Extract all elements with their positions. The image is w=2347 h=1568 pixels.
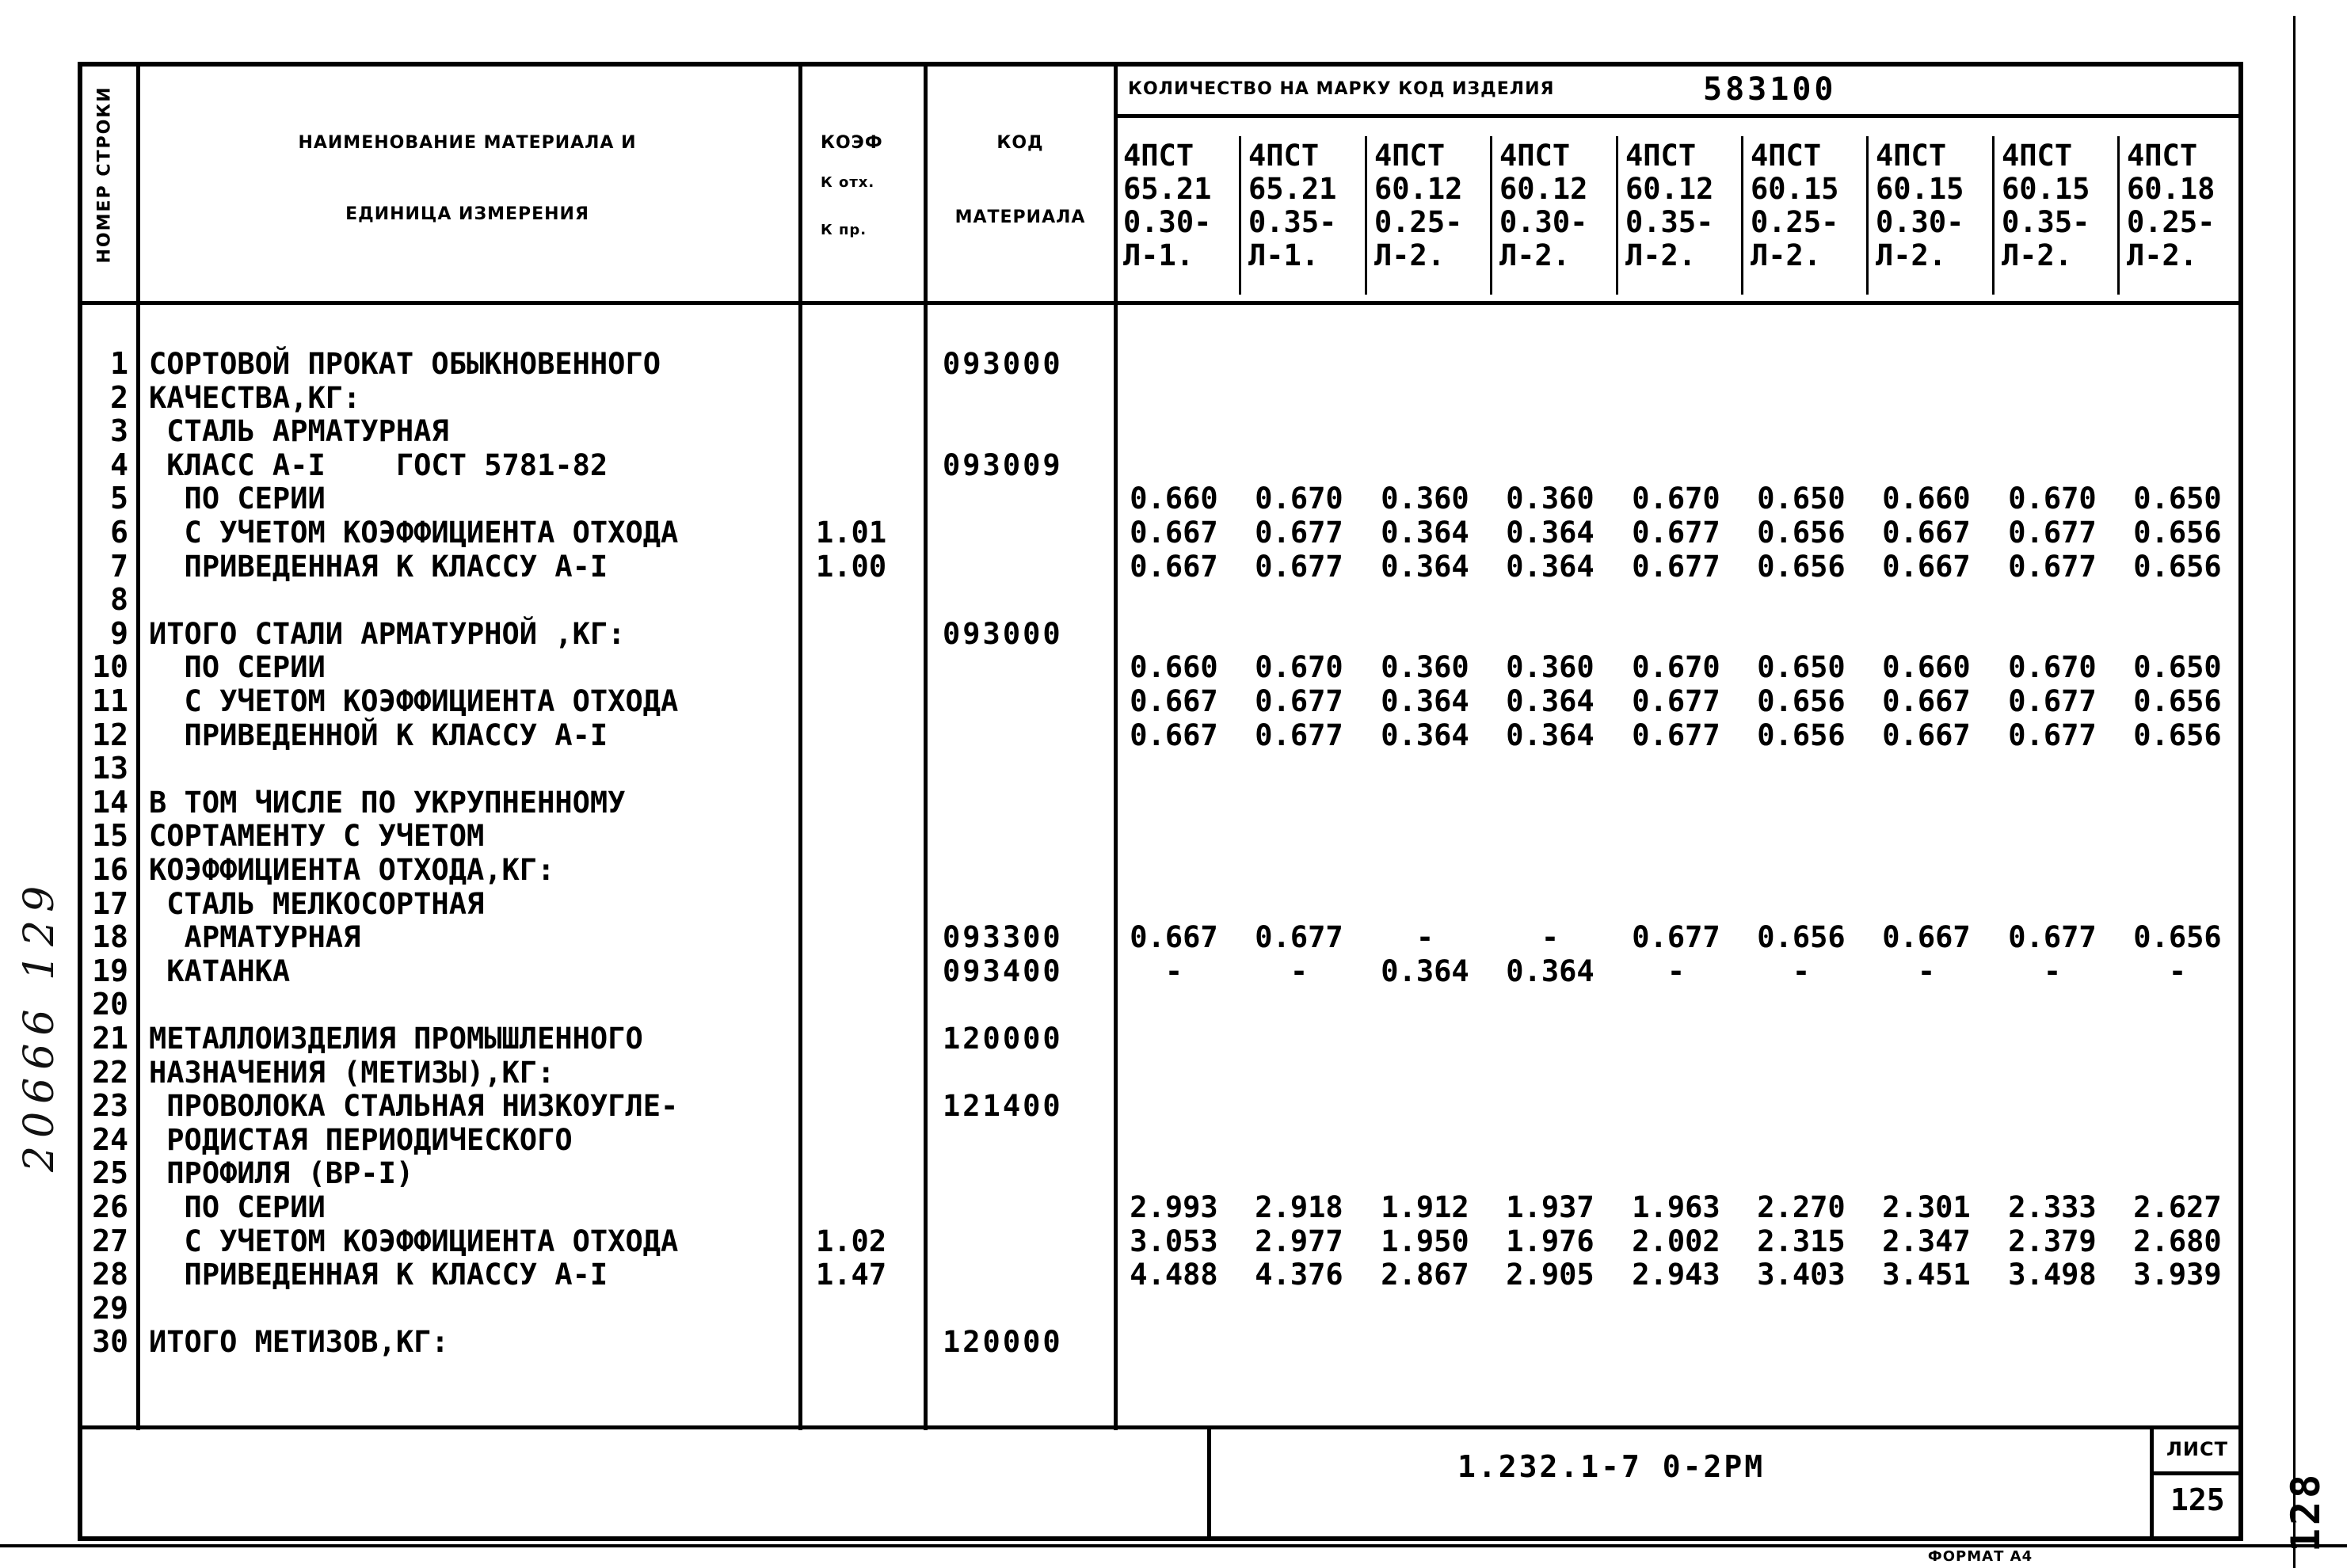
row-number: 22	[92, 1055, 128, 1090]
row-value: 0.677	[1255, 550, 1343, 584]
row-value: 2.993	[1130, 1190, 1218, 1224]
row-value: 0.677	[1632, 516, 1720, 550]
row-number: 18	[92, 919, 128, 954]
row-value: 2.270	[1757, 1190, 1846, 1224]
row-value: 0.677	[1632, 718, 1720, 752]
row-value: 0.670	[1632, 650, 1720, 684]
coef-header-3: К пр.	[821, 222, 867, 238]
row-text: В ТОМ ЧИСЛЕ ПО УКРУПНЕННОМУ	[149, 786, 626, 820]
row-text: ПРИВЕДЕННАЯ К КЛАССУ А-I	[149, 550, 608, 584]
code-header-1: КОД	[996, 133, 1044, 153]
row-value: 0.677	[2008, 684, 2097, 718]
row-value: 0.364	[1381, 718, 1469, 752]
row-value: 0.677	[1632, 550, 1720, 584]
row-number: 9	[110, 616, 128, 651]
row-value: 0.667	[1882, 550, 1971, 584]
row-number: 16	[92, 852, 128, 887]
row-code: 093000	[943, 347, 1063, 381]
row-text: С УЧЕТОМ КОЭФФИЦИЕНТА ОТХОДА	[149, 516, 679, 550]
row-number: 14	[92, 785, 128, 820]
mark-header: 4ПСТ 60.15 0.25- Л-2.	[1751, 139, 1839, 272]
row-number: 28	[92, 1257, 128, 1292]
row-text: С УЧЕТОМ КОЭФФИЦИЕНТА ОТХОДА	[149, 684, 679, 718]
col-sep-1	[136, 62, 140, 1430]
row-value: 0.667	[1130, 550, 1218, 584]
row-value: 0.364	[1506, 954, 1595, 988]
bottom-margin-line	[0, 1544, 2347, 1547]
row-number: 21	[92, 1021, 128, 1056]
row-number: 29	[92, 1291, 128, 1326]
row-coef: 1.01	[816, 516, 887, 550]
row-value: 0.677	[2008, 550, 2097, 584]
mark-header: 4ПСТ 60.12 0.35- Л-2.	[1625, 139, 1714, 272]
row-value: -	[1415, 920, 1434, 954]
mark-header: 4ПСТ 65.21 0.30- Л-1.	[1123, 139, 1212, 272]
row-value: 2.002	[1632, 1224, 1720, 1258]
document-code: 1.232.1-7 0-2РМ	[1457, 1449, 1766, 1484]
row-value: 2.333	[2008, 1190, 2097, 1224]
code-header-2: МАТЕРИАЛА	[954, 207, 1086, 227]
row-code: 121400	[943, 1089, 1063, 1123]
row-number: 2	[110, 380, 128, 415]
row-value: 0.656	[1757, 920, 1846, 954]
sheet-label-line	[2150, 1471, 2243, 1475]
row-coef: 1.02	[816, 1224, 887, 1258]
handwritten-note: 20666 129	[16, 877, 63, 1172]
row-value: 0.656	[1757, 718, 1846, 752]
row-number: 1	[110, 346, 128, 381]
row-value: 0.677	[1255, 516, 1343, 550]
row-code: 093300	[943, 920, 1063, 954]
format-label: ФОРМАТ А4	[1927, 1548, 2033, 1565]
row-value: 0.660	[1882, 650, 1971, 684]
row-value: 0.364	[1381, 954, 1469, 988]
row-text: КЛАСС А-I ГОСТ 5781-82	[149, 448, 608, 482]
row-number: 10	[92, 649, 128, 684]
row-number: 12	[92, 717, 128, 752]
row-value: 3.939	[2133, 1258, 2222, 1292]
footer-sep	[1207, 1425, 1211, 1541]
row-value: 0.656	[2133, 718, 2222, 752]
row-value: 2.379	[2008, 1224, 2097, 1258]
row-value: 0.667	[1130, 684, 1218, 718]
mark-header: 4ПСТ 60.12 0.25- Л-2.	[1374, 139, 1463, 272]
row-value: 2.301	[1882, 1190, 1971, 1224]
row-value: 0.670	[1632, 481, 1720, 516]
row-value: 0.677	[1632, 920, 1720, 954]
row-value: -	[1541, 920, 1560, 954]
row-value: 4.488	[1130, 1258, 1218, 1292]
row-number-header: НОМЕР СТРОКИ	[94, 86, 115, 264]
row-value: 3.403	[1757, 1258, 1846, 1292]
row-value: 0.364	[1381, 516, 1469, 550]
row-value: 0.656	[1757, 684, 1846, 718]
row-value: -	[2168, 954, 2187, 988]
row-value: 2.347	[1882, 1224, 1971, 1258]
row-value: -	[1792, 954, 1811, 988]
mark-header: 4ПСТ 65.21 0.35- Л-1.	[1248, 139, 1337, 272]
row-value: 0.360	[1381, 650, 1469, 684]
page-stamp: 128	[2283, 1471, 2329, 1553]
product-code: 583100	[1703, 71, 1837, 108]
row-text: ИТОГО СТАЛИ АРМАТУРНОЙ ,КГ:	[149, 617, 626, 651]
row-number: 8	[110, 582, 128, 617]
material-header-2: ЕДИНИЦА ИЗМЕРЕНИЯ	[345, 204, 589, 224]
col-sep-3	[924, 62, 928, 1430]
row-value: 0.667	[1882, 684, 1971, 718]
row-value: -	[1164, 954, 1183, 988]
row-value: 2.315	[1757, 1224, 1846, 1258]
row-value: 0.650	[1757, 481, 1846, 516]
row-text: ПРОФИЛЯ (ВР-I)	[149, 1156, 414, 1190]
mark-header: 4ПСТ 60.12 0.30- Л-2.	[1499, 139, 1588, 272]
row-value: 0.364	[1506, 550, 1595, 584]
row-value: 0.670	[2008, 650, 2097, 684]
row-code: 093009	[943, 448, 1063, 482]
qty-header: КОЛИЧЕСТВО НА МАРКУ КОД ИЗДЕЛИЯ	[1128, 79, 1555, 99]
mark-header: 4ПСТ 60.15 0.30- Л-2.	[1876, 139, 1964, 272]
col-sep-2	[798, 62, 802, 1430]
row-code: 093000	[943, 617, 1063, 651]
row-value: 0.667	[1130, 920, 1218, 954]
row-value: 0.670	[1255, 650, 1343, 684]
row-value: 0.360	[1381, 481, 1469, 516]
row-code: 093400	[943, 954, 1063, 988]
row-number: 24	[92, 1122, 128, 1157]
row-number: 7	[110, 549, 128, 584]
row-value: 0.677	[2008, 718, 2097, 752]
row-number: 11	[92, 683, 128, 718]
row-text: ИТОГО МЕТИЗОВ,КГ:	[149, 1325, 449, 1359]
row-number: 20	[92, 987, 128, 1022]
row-number: 19	[92, 953, 128, 988]
row-value: 2.867	[1381, 1258, 1469, 1292]
row-value: 2.627	[2133, 1190, 2222, 1224]
coef-header-1: КОЭФ	[821, 133, 883, 153]
row-value: -	[1917, 954, 1936, 988]
row-value: 2.918	[1255, 1190, 1343, 1224]
row-text: ПО СЕРИИ	[149, 1190, 326, 1224]
row-value: 0.677	[1632, 684, 1720, 718]
row-coef: 1.47	[816, 1258, 887, 1292]
row-number: 6	[110, 515, 128, 550]
row-number: 4	[110, 447, 128, 482]
row-value: 1.976	[1506, 1224, 1595, 1258]
row-text: ПРИВЕДЕННАЯ К КЛАССУ А-I	[149, 1258, 608, 1292]
row-value: 0.667	[1882, 718, 1971, 752]
row-number: 23	[92, 1088, 128, 1123]
row-number: 15	[92, 818, 128, 853]
row-value: 0.667	[1130, 516, 1218, 550]
row-value: 0.364	[1506, 718, 1595, 752]
row-value: 0.650	[2133, 650, 2222, 684]
row-number: 17	[92, 886, 128, 921]
row-value: 0.364	[1381, 684, 1469, 718]
qty-label-line	[1114, 114, 2243, 118]
row-value: 0.677	[1255, 718, 1343, 752]
row-value: 0.667	[1882, 516, 1971, 550]
row-value: 0.650	[2133, 481, 2222, 516]
row-value: 2.680	[2133, 1224, 2222, 1258]
row-value: 0.677	[1255, 684, 1343, 718]
row-value: 0.670	[1255, 481, 1343, 516]
row-text: СТАЛЬ МЕЛКОСОРТНАЯ	[149, 887, 485, 921]
row-value: 0.364	[1381, 550, 1469, 584]
row-value: 0.650	[1757, 650, 1846, 684]
row-text: КАЧЕСТВА,КГ:	[149, 381, 361, 415]
row-number: 5	[110, 481, 128, 516]
sheet-number: 125	[2170, 1482, 2225, 1517]
row-number: 13	[92, 751, 128, 786]
row-value: -	[2043, 954, 2062, 988]
row-value: 0.360	[1506, 481, 1595, 516]
mark-header: 4ПСТ 60.18 0.25- Л-2.	[2127, 139, 2216, 272]
row-value: 0.360	[1506, 650, 1595, 684]
row-text: С УЧЕТОМ КОЭФФИЦИЕНТА ОТХОДА	[149, 1224, 679, 1258]
row-text: ПРОВОЛОКА СТАЛЬНАЯ НИЗКОУГЛЕ-	[149, 1089, 679, 1123]
row-value: 0.364	[1506, 516, 1595, 550]
row-text: КАТАНКА	[149, 954, 291, 988]
row-text: МЕТАЛЛОИЗДЕЛИЯ ПРОМЫШЛЕННОГО	[149, 1022, 643, 1056]
row-value: 0.660	[1130, 650, 1218, 684]
row-value: 2.977	[1255, 1224, 1343, 1258]
sheet-sep	[2150, 1425, 2154, 1541]
row-text: СОРТОВОЙ ПРОКАТ ОБЫКНОВЕННОГО	[149, 347, 661, 381]
row-value: 0.656	[1757, 516, 1846, 550]
row-coef: 1.00	[816, 550, 887, 584]
row-code: 120000	[943, 1022, 1063, 1056]
row-code: 120000	[943, 1325, 1063, 1359]
row-value: -	[1290, 954, 1309, 988]
material-header-1: НАИМЕНОВАНИЕ МАТЕРИАЛА И	[298, 133, 637, 153]
row-text: КОЭФФИЦИЕНТА ОТХОДА,КГ:	[149, 853, 555, 887]
footer-top-line	[78, 1425, 2243, 1429]
row-text: ПО СЕРИИ	[149, 481, 326, 516]
row-value: 0.677	[2008, 920, 2097, 954]
header-bottom-line	[78, 301, 2243, 305]
row-value: 0.677	[1255, 920, 1343, 954]
row-value: 0.667	[1130, 718, 1218, 752]
row-text: СТАЛЬ АРМАТУРНАЯ	[149, 414, 449, 448]
row-value: 2.905	[1506, 1258, 1595, 1292]
row-value: 1.912	[1381, 1190, 1469, 1224]
row-value: 1.950	[1381, 1224, 1469, 1258]
row-text: РОДИСТАЯ ПЕРИОДИЧЕСКОГО	[149, 1123, 573, 1157]
row-value: -	[1667, 954, 1686, 988]
row-number: 3	[110, 413, 128, 448]
row-number: 30	[92, 1324, 128, 1359]
row-value: 0.677	[2008, 516, 2097, 550]
row-value: 0.656	[2133, 684, 2222, 718]
row-value: 0.667	[1882, 920, 1971, 954]
row-value: 0.660	[1882, 481, 1971, 516]
row-value: 1.963	[1632, 1190, 1720, 1224]
sheet-label: ЛИСТ	[2166, 1438, 2228, 1460]
row-value: 0.656	[1757, 550, 1846, 584]
row-value: 3.498	[2008, 1258, 2097, 1292]
row-number: 25	[92, 1155, 128, 1190]
row-value: 0.364	[1506, 684, 1595, 718]
row-value: 3.451	[1882, 1258, 1971, 1292]
row-value: 0.656	[2133, 516, 2222, 550]
row-text: ПРИВЕДЕННОЙ К КЛАССУ А-I	[149, 718, 608, 752]
row-value: 3.053	[1130, 1224, 1218, 1258]
row-text: АРМАТУРНАЯ	[149, 920, 361, 954]
row-value: 0.656	[2133, 920, 2222, 954]
row-value: 0.656	[2133, 550, 2222, 584]
margin-line	[2293, 16, 2296, 1568]
row-text: СОРТАМЕНТУ С УЧЕТОМ	[149, 819, 485, 853]
row-value: 0.670	[2008, 481, 2097, 516]
row-value: 4.376	[1255, 1258, 1343, 1292]
row-text: ПО СЕРИИ	[149, 650, 326, 684]
row-number: 26	[92, 1189, 128, 1224]
coef-header-2: К отх.	[821, 174, 875, 191]
row-number: 27	[92, 1224, 128, 1258]
mark-header: 4ПСТ 60.15 0.35- Л-2.	[2002, 139, 2090, 272]
row-value: 1.937	[1506, 1190, 1595, 1224]
row-text: НАЗНАЧЕНИЯ (МЕТИЗЫ),КГ:	[149, 1056, 555, 1090]
row-value: 2.943	[1632, 1258, 1720, 1292]
row-value: 0.660	[1130, 481, 1218, 516]
